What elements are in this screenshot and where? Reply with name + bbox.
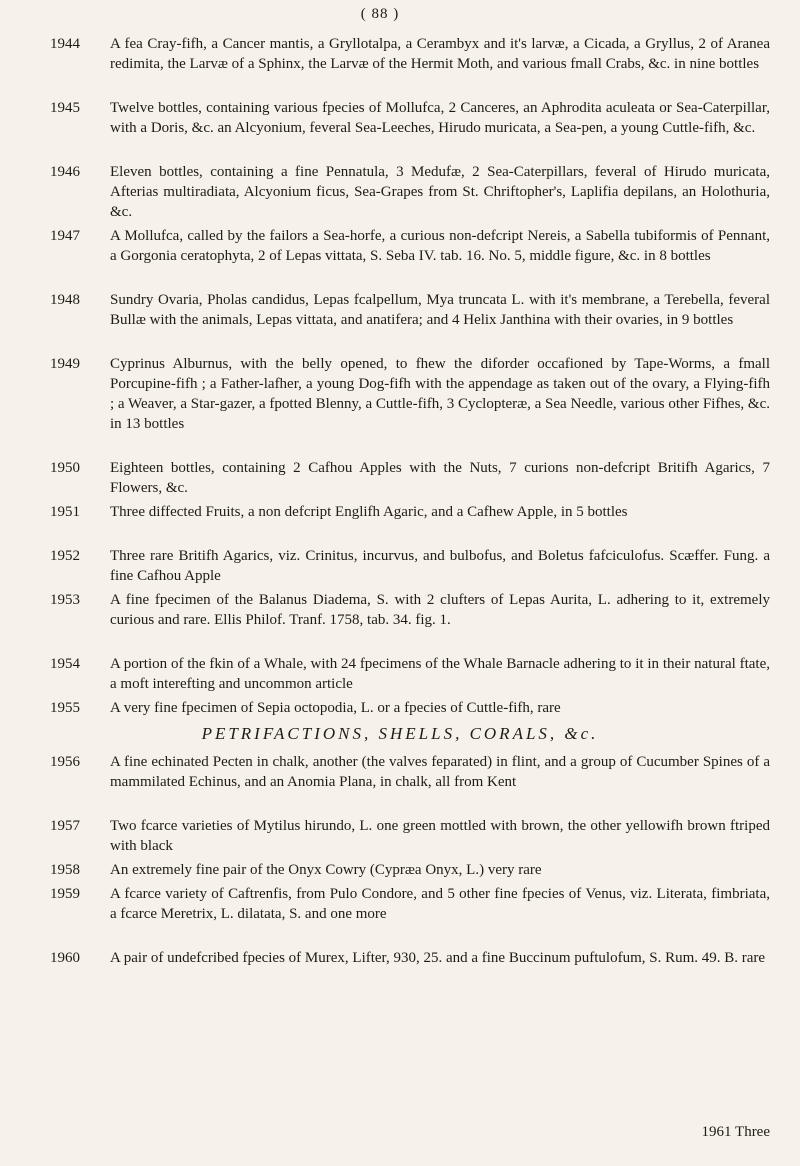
lot-number: 1944	[50, 36, 80, 52]
lot-number: 1956	[50, 754, 80, 770]
lot-description: Sundry Ovaria, Pholas candidus, Lepas fcalpellum, Mya truncata L. with it's membrane, a Terebella, feveral Bullæ with the animals, Lepas vittata, and anatifera; and 4 Helix Janthina with their ovaries, in 9 bottles	[110, 292, 770, 328]
lot-entry	[50, 290, 780, 330]
lot-entry	[50, 948, 780, 968]
lot-number: 1954	[50, 656, 80, 672]
lot-entry	[50, 654, 780, 694]
lot-description: Eleven bottles, containing a fine Pennatula, 3 Medufæ, 2 Sea-Caterpillars, feveral of Hirudo muricata, Afterias multiradiata, Alcyonium ficus, Sea-Grapes from St. Chriftopher's, Laplifia depilans, an Holothuria, &c.	[110, 164, 770, 220]
lot-entry	[50, 458, 780, 498]
lot-description: A Mollufca, called by the failors a Sea-horfe, a curious non-defcript Nereis, a Sabella tubiformis of Pennant, a Gorgonia ceratophyta, 2 of Lepas vittata, S. Seba IV. tab. 16. No. 5, middle figure, &c. in 8 bottles	[110, 228, 770, 264]
lot-number: 1952	[50, 548, 80, 564]
lot-description: A pair of undefcribed fpecies of Murex, Lifter, 930, 25. and a fine Buccinum puftulofum, S. Rum. 49. B. rare	[110, 950, 766, 966]
lot-entry	[50, 502, 780, 522]
lot-description: A portion of the fkin of a Whale, with 24 fpecimens of the Whale Barnacle adhering to it in their natural ftate, a moft interefting and uncommon article	[110, 656, 770, 692]
catchword: 1961 Three	[701, 1124, 770, 1140]
lot-description: Twelve bottles, containing various fpecies of Mollufca, 2 Canceres, an Aphrodita aculeata or Sea-Caterpillar, with a Doris, &c. an Alcyonium, feveral Sea-Leeches, Hirudo muricata, a Sea-pen, a young Cuttle-fifh, &c.	[110, 100, 770, 136]
lot-description: A fea Cray-fifh, a Cancer mantis, a Gryllotalpa, a Cerambyx and it's larvæ, a Cicada, a Gryllus, 2 of Aranea redimita, the Larvæ of a Sphinx, the Larvæ of the Hermit Moth, and various fmall Crabs, &c. in nine bottles	[110, 36, 770, 72]
lot-entry	[50, 162, 780, 222]
lot-number: 1948	[50, 292, 80, 308]
lot-description: Three rare Britifh Agarics, viz. Crinitus, incurvus, and bulbofus, and Boletus fafciculofus. Scæffer. Fung. a fine Cafhou Apple	[110, 548, 770, 584]
lot-entry	[50, 354, 780, 434]
lot-description: A very fine fpecimen of Sepia octopodia, L. or a fpecies of Cuttle-fifh, rare	[110, 700, 561, 716]
lot-description: Eighteen bottles, containing 2 Cafhou Apples with the Nuts, 7 curions non-defcript Britifh Agarics, 7 Flowers, &c.	[110, 460, 770, 496]
lot-number: 1950	[50, 460, 80, 476]
lot-entry	[50, 752, 780, 792]
lot-entry	[50, 860, 780, 880]
lot-entry	[50, 816, 780, 856]
lot-entry	[50, 590, 780, 630]
lot-description: A fine echinated Pecten in chalk, another (the valves feparated) in flint, and a group of Cucumber Spines of a mammilated Echinus, and an Anomia Plana, in chalk, all from Kent	[110, 754, 770, 790]
lot-entry	[50, 226, 780, 266]
lot-number: 1946	[50, 164, 80, 180]
lot-description: Cyprinus Alburnus, with the belly opened, to fhew the diforder occafioned by Tape-Worms, a fmall Porcupine-fifh ; a Father-lafher, a young Dog-fifh with the appendage as taken out of the ovary, a Flying-fifh ; a Weaver, a Star-gazer, a fpotted Blenny, a Cuttle-fifh, 3 Cyclopteræ, a Sea Needle, various other Fifhes, &c. in 13 bottles	[110, 356, 770, 432]
lot-number: 1953	[50, 592, 80, 608]
lot-description: Two fcarce varieties of Mytilus hirundo, L. one green mottled with brown, the other yellowifh brown ftriped with black	[110, 818, 770, 854]
section-heading: PETRIFACTIONS, SHELLS, CORALS, &c.	[201, 724, 599, 743]
lot-number: 1959	[50, 886, 80, 902]
lot-number: 1951	[50, 504, 80, 520]
lot-number: 1958	[50, 862, 80, 878]
lot-entry	[50, 34, 780, 74]
lot-number: 1947	[50, 228, 80, 244]
lot-number: 1955	[50, 700, 80, 716]
lot-number: 1960	[50, 950, 80, 966]
lot-description: An extremely fine pair of the Onyx Cowry (Cypræa Onyx, L.) very rare	[110, 862, 542, 878]
lot-description: A fcarce variety of Caftrenfis, from Pulo Condore, and 5 other fine fpecies of Venus, viz. Literata, fimbriata, a fcarce Meretrix, L. dilatata, S. and one more	[110, 886, 770, 922]
page-number: ( 88 )	[360, 6, 400, 22]
lot-entry	[50, 698, 780, 718]
lot-entry	[50, 884, 780, 924]
lot-number: 1945	[50, 100, 80, 116]
lot-number: 1949	[50, 356, 80, 372]
lot-entry	[50, 98, 780, 138]
lot-description: Three diffected Fruits, a non defcript Englifh Agaric, and a Cafhew Apple, in 5 bottles	[110, 504, 628, 520]
lot-entry	[50, 546, 780, 586]
lot-description: A fine fpecimen of the Balanus Diadema, S. with 2 clufters of Lepas Aurita, L. adhering to it, extremely curious and rare. Ellis Philof. Tranf. 1758, tab. 34. fig. 1.	[110, 592, 770, 628]
lot-number: 1957	[50, 818, 80, 834]
